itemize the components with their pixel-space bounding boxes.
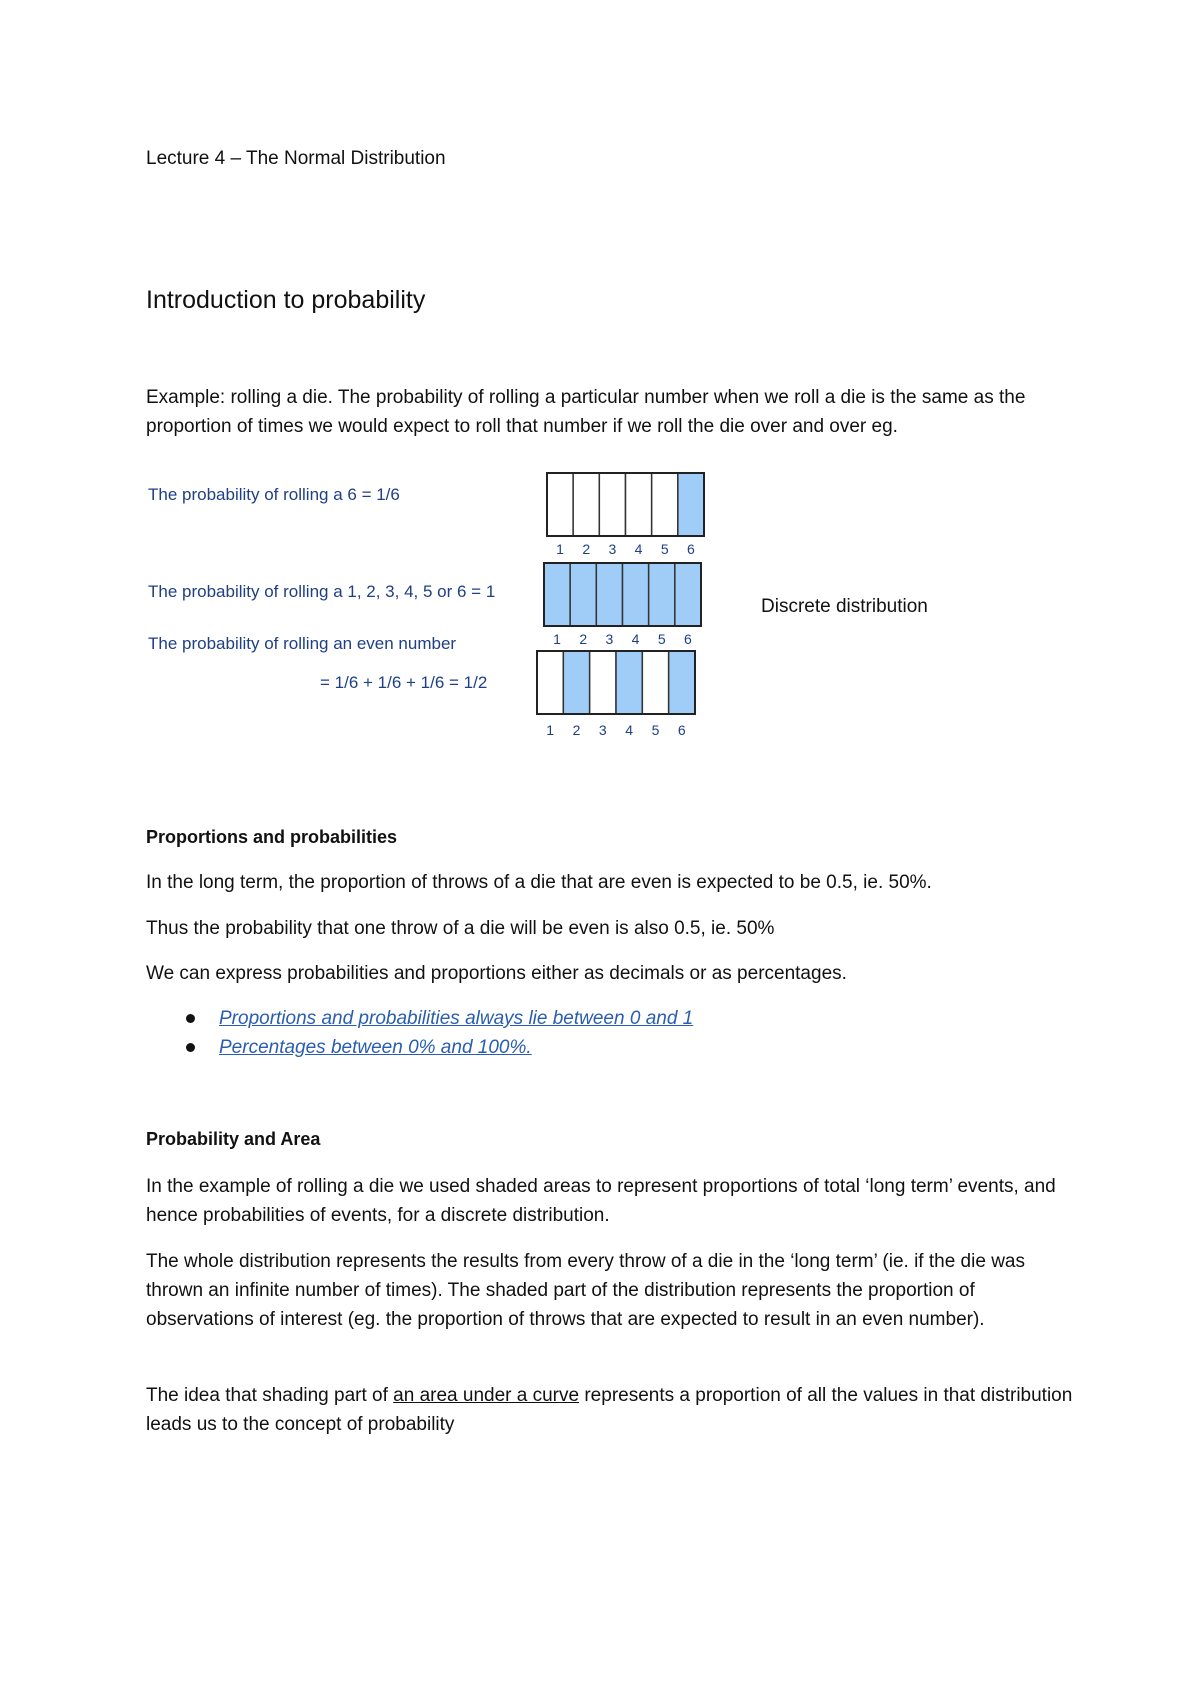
die-face-label: 3 <box>598 722 607 738</box>
bullet-icon <box>186 1043 195 1052</box>
die-face-cell <box>642 651 668 714</box>
die-face-label: 4 <box>631 631 640 647</box>
bullet-link-percentages[interactable]: Percentages between 0% and 100%. <box>219 1037 532 1058</box>
die-face-cell <box>675 563 701 626</box>
die-face-label: 5 <box>651 722 660 738</box>
die-face-cell <box>616 651 642 714</box>
proportions-line-1: In the long term, the proportion of throws of a die that are even is expected to be 0.5, ie. 50%. <box>146 872 932 893</box>
area-paragraph-1: In the example of rolling a die we used shaded areas to represent proportions of total ‘long term’ events, and hence probabilities of events, for a discrete distribution. <box>146 1176 1056 1226</box>
die-face-label: 1 <box>556 541 564 557</box>
die-face-label: 2 <box>572 722 581 738</box>
die-face-cell <box>623 563 649 626</box>
list-item <box>180 1004 693 1033</box>
die-face-cell <box>544 563 570 626</box>
section-heading-proportions: Proportions and probabilities <box>146 827 398 847</box>
die-face-label: 2 <box>582 541 591 557</box>
bullet-link-proportions[interactable]: Proportions and probabilities always lie between 0 and 1 <box>219 1008 694 1029</box>
die-face-cell <box>590 651 616 714</box>
section-heading-intro: Introduction to probability <box>146 286 426 314</box>
lecture-title: Lecture 4 – The Normal Distribution <box>146 148 446 169</box>
die-face-label: 4 <box>634 541 643 557</box>
die-face-label: 4 <box>625 722 634 738</box>
die-diagram-1 <box>547 473 704 557</box>
die-face-cell <box>537 651 563 714</box>
die-face-cell <box>547 473 573 536</box>
area-paragraph-3-start: The idea that shading part of <box>146 1385 394 1406</box>
example-paragraph: Example: rolling a die. The probability of rolling a particular number when we roll a die is the same as the proportion of times we would expect to roll that number if we roll the die over and over eg. <box>146 387 1026 437</box>
die-face-cell <box>649 563 675 626</box>
die-face-label: 6 <box>677 722 686 738</box>
bullet-icon <box>186 1014 195 1023</box>
die-face-cell <box>669 651 695 714</box>
die-face-label: 3 <box>605 631 614 647</box>
proportions-line-3: We can express probabilities and proportions either as decimals or as percentages. <box>146 963 847 984</box>
figure-caption-even: The probability of rolling an even number <box>148 634 457 653</box>
bullet-list <box>180 1004 693 1062</box>
die-face-cell <box>570 563 596 626</box>
area-under-curve-phrase: an area under a curve <box>393 1385 580 1406</box>
die-face-label: 5 <box>657 631 666 647</box>
section-heading-area: Probability and Area <box>146 1129 321 1149</box>
die-face-cell <box>626 473 652 536</box>
area-paragraph-3-end: represents a proportion of all the values in that distribution leads us to the concept of probability <box>146 1385 1073 1435</box>
figure-caption-even-value: = 1/6 + 1/6 + 1/6 = 1/2 <box>320 673 488 692</box>
die-face-label: 3 <box>608 541 617 557</box>
die-face-cell <box>652 473 678 536</box>
die-face-cell <box>599 473 625 536</box>
die-face-cell <box>563 651 589 714</box>
die-diagram-3 <box>537 651 695 738</box>
die-diagram-2 <box>544 563 701 647</box>
die-face-label: 5 <box>660 541 669 557</box>
discrete-distribution-label: Discrete distribution <box>761 596 928 617</box>
die-face-cell <box>678 473 704 536</box>
area-paragraph-3 <box>146 1381 1076 1439</box>
die-face-label: 2 <box>579 631 588 647</box>
proportions-line-2: Thus the probability that one throw of a die will be even is also 0.5, ie. 50% <box>146 918 775 939</box>
die-face-label: 6 <box>687 541 695 557</box>
die-face-label: 1 <box>546 722 555 738</box>
die-face-cell <box>596 563 622 626</box>
figure-caption-any: The probability of rolling a 1, 2, 3, 4, 5 or 6 = 1 <box>148 582 496 601</box>
list-item <box>180 1033 693 1062</box>
area-paragraph-2: The whole distribution represents the results from every throw of a die in the ‘long term’ (ie. if the die was thrown an infinite number of times). The shaded part of the distribution represents the proportion of observations of interest (eg. the proportion of throws that are expected to result in an even number). <box>146 1251 1025 1330</box>
figure-caption-six: The probability of rolling a 6 = 1/6 <box>148 485 400 504</box>
die-face-cell <box>573 473 599 536</box>
die-face-label: 1 <box>553 631 561 647</box>
die-face-label: 6 <box>684 631 692 647</box>
